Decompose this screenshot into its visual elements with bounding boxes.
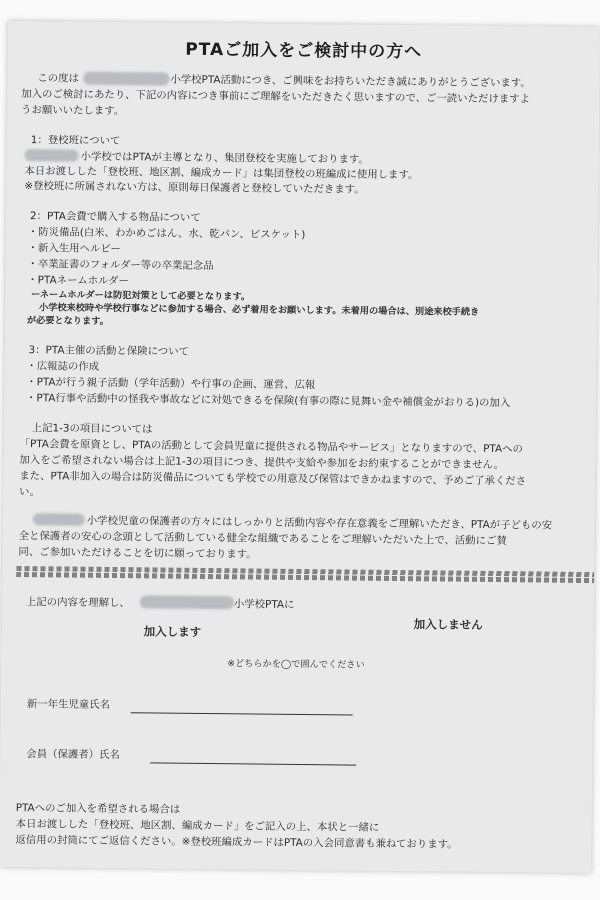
child-name-label: 新一年生児童氏名	[26, 698, 111, 712]
join-option[interactable]: 加入します	[143, 624, 202, 639]
section-2-note-2: 小学校来校時や学校行事などに参加する場合、必ず着用をお願いします。未着用の場合は、別途来校手続き	[38, 302, 480, 318]
form-lead-prefix: 上記の内容を理解し、	[25, 596, 130, 610]
redacted-school-name	[140, 595, 234, 609]
section-2-item: ・卒業証書のフォルダー等の卒業記念品	[27, 258, 214, 273]
section-3-item: ・PTA行事や活動中の怪我や事故などに対処できるを保険(有事の際に見舞い金や補償金がおりる)の加入	[26, 392, 511, 410]
intro-line-2: 加入のご検討にあたり、下記の内容につき事前にご理解をいただきたく思いますので、ご一読いただけますよ	[21, 88, 531, 106]
summary-line-2: 「PTA会費を原資とし、PTAの活動として会員児童に提供される物品やサービス」となりますので、PTAへの	[19, 438, 523, 456]
section-2-note-3: が必要となります。	[26, 315, 109, 327]
guardian-name-field[interactable]	[150, 762, 356, 765]
summary-line-4: また、PTA非加入の場合は防災備品についても学校での用意及び保管はできかねますので、予めご了承くださ	[19, 470, 527, 488]
section-3-item: ・広報誌の作成	[26, 360, 100, 373]
section-2-item: ・新入生用ヘルビー	[27, 242, 121, 256]
closing-line-1: 小学校児童の保護者の方々にはしっかりと活動内容や存在意義をご理解いただき、PTAが子どもの安	[86, 514, 553, 532]
guardian-name-label: 会員（保護者）氏名	[26, 748, 120, 762]
intro-line-1: 小学校PTA活動につき、ご興味をお持ちいただき誠にありがとうございます。	[170, 73, 531, 90]
section-1-line-2: 本日お渡しした「登校班、地区割、編成カード」は集団登校の班編成に使用します。	[24, 165, 419, 182]
not-join-option[interactable]: 加入しません	[413, 617, 483, 632]
child-name-field[interactable]	[131, 712, 353, 715]
footer-line-3: 返信用の封筒にてご返信ください。※登校班編成カードはPTAの入会同意書も兼ねております。	[15, 834, 458, 851]
document-title: PTAご加入をご検討中の方へ	[185, 39, 423, 63]
form-lead-suffix: 小学校PTAに	[233, 598, 295, 611]
summary-line-5: い。	[19, 486, 40, 499]
closing-line-3: 同、ご参加いただけることを切に願っております。	[18, 546, 257, 561]
section-1-line-3: ※登校班に所属されない方は、原則毎日保護者と登校していただきます。	[24, 180, 365, 196]
section-2-item: ・PTAネームホルダー	[27, 274, 129, 288]
redacted-school-name	[33, 513, 85, 526]
footer-line-1: PTAへのご加入を希望される場合は	[15, 802, 181, 816]
section-3-item: ・PTAが行う親子活動（学年活動）や行事の企画、運営、広報	[26, 376, 316, 392]
intro-line-1-prefix: この度は	[37, 72, 80, 85]
section-2-heading: 2：PTA会費で購入する物品について	[29, 210, 201, 224]
intro-line-3: うお願いいたします。	[21, 104, 125, 118]
footer-line-2: 本日お渡しした「登校班、地区割、編成カード」をご記入の上、本状と一緒に	[15, 818, 380, 834]
pta-notice-document	[0, 21, 600, 873]
redacted-school-name	[83, 72, 169, 86]
closing-line-2: 全と保護者の安心の念頭として活動している健全な組織であることをご理解いただいた上で、活動にご賛	[18, 530, 507, 548]
section-2-item: ・防災備品(白米、わかめごはん、水、乾パン、ビスケット)	[27, 226, 306, 242]
circle-instruction: ※どちらかを◯で囲んでください	[227, 658, 365, 671]
redacted-school-name	[25, 149, 79, 162]
section-2-note-1: ーネームホルダーは防犯対策として必要となります。	[31, 289, 251, 303]
section-1-heading: 1：登校班について	[30, 134, 121, 148]
section-3-heading: 3：PTA主催の活動と保険について	[28, 344, 190, 358]
summary-line-1: 上記1-3の項目については	[31, 422, 153, 436]
summary-line-3: 加入をご希望されない場合は上記1-3の項目につき、提供や支給や参加をお約束することができません。	[19, 454, 505, 472]
section-1-line-1: 小学校ではPTAが主導となり、集団登校を実施しております。	[80, 150, 369, 166]
